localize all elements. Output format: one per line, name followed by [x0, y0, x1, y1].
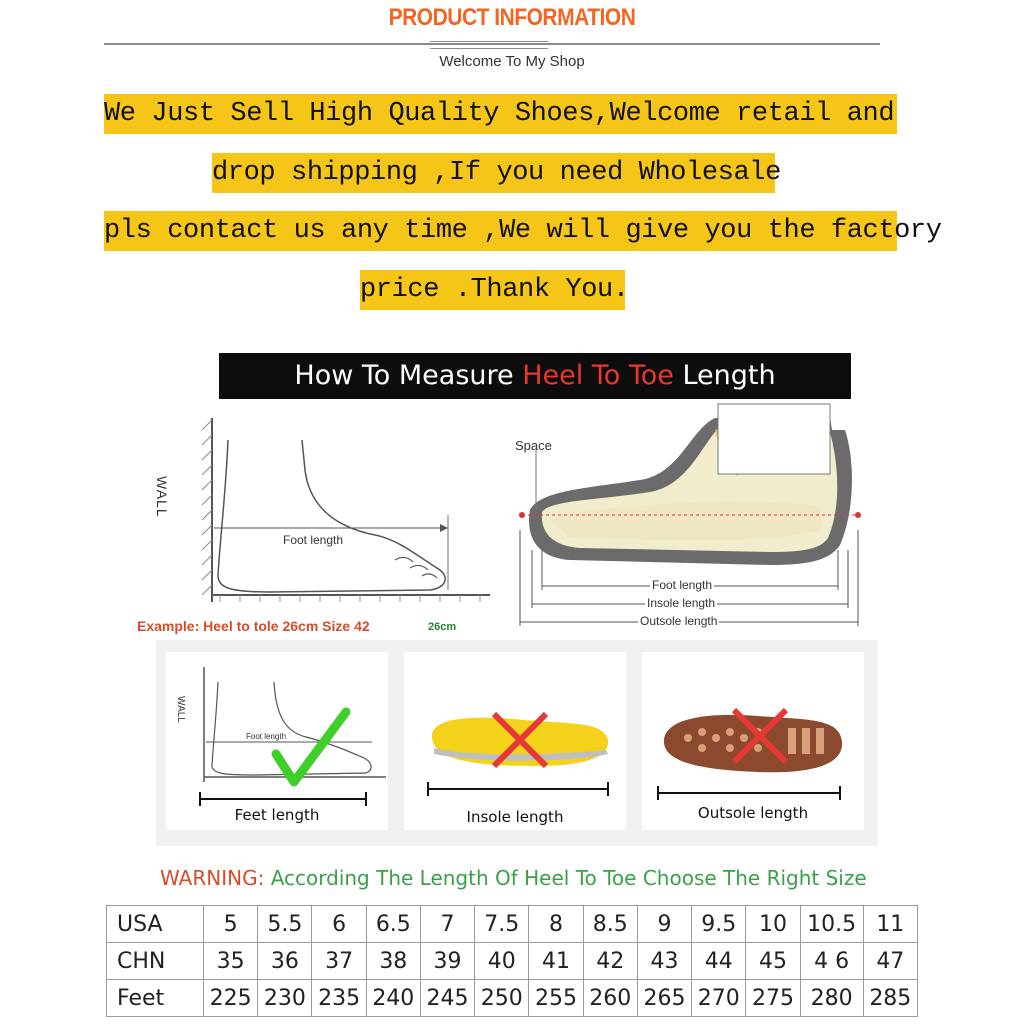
- table-cell: 43: [637, 943, 691, 980]
- foot-mini-diagram: [176, 662, 386, 792]
- table-row: [107, 980, 918, 1017]
- warning-text: [160, 866, 867, 890]
- table-cell: 8.5: [583, 906, 637, 943]
- table-cell: 38: [366, 943, 420, 980]
- table-cell: 36: [258, 943, 312, 980]
- panel-feet-length: [166, 652, 388, 830]
- warning-prefix: WARNING:: [160, 866, 271, 890]
- banner-text-2: Length: [673, 360, 776, 391]
- wall-label: WALL: [154, 476, 170, 518]
- table-cell: 9: [637, 906, 691, 943]
- table-cell: 7: [420, 906, 474, 943]
- table-cell: 11: [863, 906, 917, 943]
- notice-line-3: pls contact us any time ,We will give you the factory: [104, 211, 897, 251]
- table-cell: 245: [420, 980, 474, 1017]
- table-cell: 5: [204, 906, 258, 943]
- table-cell: 45: [746, 943, 800, 980]
- foot-wall-diagram: [160, 410, 500, 620]
- wall-mini-label: WALL: [175, 696, 186, 723]
- insole-length-bracket: [426, 780, 610, 798]
- table-cell: 10.5: [800, 906, 863, 943]
- table-row: [107, 943, 918, 980]
- measure-banner: [219, 353, 851, 399]
- table-cell: 6: [312, 906, 366, 943]
- foot-length-label: Foot length: [283, 533, 344, 547]
- panel-label-feet: Feet length: [234, 806, 320, 824]
- table-cell: 42: [583, 943, 637, 980]
- table-cell: 275: [746, 980, 800, 1017]
- panel-label-outsole: Outsole length: [697, 804, 809, 822]
- panel-label-insole: Insole length: [466, 808, 564, 826]
- welcome-text: Welcome To My Shop: [439, 53, 585, 70]
- table-cell: 37: [312, 943, 366, 980]
- size-table: [106, 905, 918, 1017]
- shoe-outsole-length-label: Outsole length: [640, 614, 718, 628]
- outsole-length-bracket: [656, 784, 842, 802]
- foot-mini-label: Foot length: [246, 732, 287, 741]
- table-cell: 35: [204, 943, 258, 980]
- outsole-image: [658, 704, 848, 784]
- table-cell: 41: [529, 943, 583, 980]
- table-cell: 44: [692, 943, 746, 980]
- notice-line-4: price .Thank You.: [360, 270, 625, 310]
- row-header: CHN: [107, 943, 204, 980]
- table-cell: 280: [800, 980, 863, 1017]
- table-cell: 6.5: [366, 906, 420, 943]
- shoe-insole-length-label: Insole length: [647, 596, 716, 610]
- table-cell: 270: [692, 980, 746, 1017]
- banner-text-1: How To Measure: [294, 360, 523, 391]
- notice-line-2: drop shipping ,If you need Wholesale: [212, 153, 775, 193]
- table-cell: 4 6: [800, 943, 863, 980]
- table-cell: 5.5: [258, 906, 312, 943]
- table-row: [107, 906, 918, 943]
- table-cell: 230: [258, 980, 312, 1017]
- page-title: PRODUCT INFORMATION: [388, 4, 636, 31]
- table-cell: 47: [863, 943, 917, 980]
- example-text: Example: Heel to tole 26cm Size 42: [137, 618, 370, 634]
- table-cell: 225: [204, 980, 258, 1017]
- panel-insole-length: [404, 652, 626, 830]
- header-divider-accent: [430, 41, 548, 49]
- table-cell: 235: [312, 980, 366, 1017]
- space-label: Space: [515, 438, 552, 453]
- table-cell: 260: [583, 980, 637, 1017]
- table-cell: 265: [637, 980, 691, 1017]
- row-header: USA: [107, 906, 204, 943]
- shoe-foot-length-label: Foot length: [652, 578, 713, 592]
- table-cell: 40: [475, 943, 529, 980]
- table-cell: 255: [529, 980, 583, 1017]
- warning-message: According The Length Of Heel To Toe Choose The Right Size: [270, 866, 867, 890]
- table-cell: 285: [863, 980, 917, 1017]
- cm-label: 26cm: [428, 621, 457, 633]
- table-cell: 240: [366, 980, 420, 1017]
- table-cell: 8: [529, 906, 583, 943]
- row-header: Feet: [107, 980, 204, 1017]
- notice-line-1: We Just Sell High Quality Shoes,Welcome retail and: [104, 94, 897, 134]
- check-icon: [276, 712, 346, 782]
- banner-text-highlight: Heel To Toe: [522, 360, 674, 391]
- panel-outsole-length: [642, 652, 864, 830]
- table-cell: 7.5: [475, 906, 529, 943]
- table-cell: 250: [475, 980, 529, 1017]
- table-cell: 39: [420, 943, 474, 980]
- measure-panels: [156, 640, 878, 846]
- insole-image: [424, 710, 614, 780]
- table-cell: 9.5: [692, 906, 746, 943]
- table-cell: 10: [746, 906, 800, 943]
